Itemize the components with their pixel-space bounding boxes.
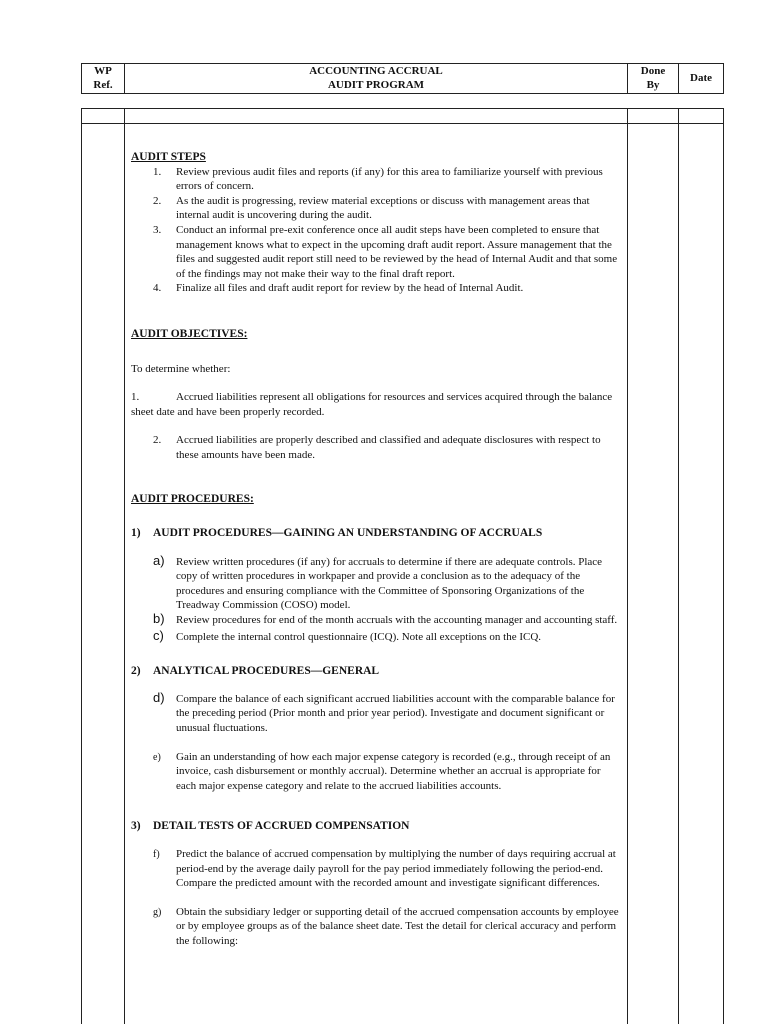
wp-ref-header: WP Ref. [93,65,113,91]
list-item: 4. Finalize all files and draft audit report for review by the head of Internal Audit. [153,282,524,295]
audit-steps-title: AUDIT STEPS [131,151,206,163]
list-item: b) Review procedures for end of the month accruals with the accounting manager and accounting staff. [153,611,618,627]
objectives-intro: To determine whether: [131,362,231,375]
objective-1: 1. Accrued liabilities represent all obligations for resources and services acquired through the balance sheet date and have been properly recorded. [131,391,613,418]
body-col-wp [124,108,125,1024]
list-item: 3. Conduct an informal pre-exit conference once all audit steps have been completed to ensure that management knows what to expect in the upcoming draft audit report. Assure management that the files and suggested audit report still need to be reviewed by the head of Internal Audit and that some of the findings may not make their way to the final draft report. [153,223,618,280]
audit-objectives-title: AUDIT OBJECTIVES: [131,327,248,340]
procedure-list-2 [131,689,621,794]
list-item: g) Obtain the subsidiary ledger or supporting detail of the accrued compensation accounts by employee or by employee groups as of the balance sheet date. Test the detail for clerical accuracy and perform the following: [153,905,619,947]
list-item: f) Predict the balance of accrued compensation by multiplying the number of days requiring accrual at period-end by the average daily payroll for the pay period immediately following the period-end. Compare the predicted amount with the recorded amount and investigate significant differences. [153,848,616,890]
procedure-heading-3: 3) DETAIL TESTS OF ACCRUED COMPENSATION [131,820,410,833]
date-header: Date [690,72,712,84]
list-item: 2. As the audit is progressing, review material exceptions or discuss with management areas that internal audit is uncovering during the audit. [153,194,590,222]
body-col-title [627,108,628,1024]
list-item: d) Compare the balance of each significant accrued liabilities account with the comparable balance for the preceding period (Prior month and prior year period). Investigate and document significant or unusual fluctuations. [153,689,615,735]
body-col-left [81,108,82,1024]
audit-procedures-title: AUDIT PROCEDURES: [131,492,254,505]
done-by-header: Done By [640,65,666,91]
list-item: e) Gain an understanding of how each major expense category is recorded (e.g., through receipt of an invoice, cash disbursement or monthly accrual). Determine whether an accrual is appropriate for each major expense category and relate to the accrued liabilities accounts. [153,750,611,792]
body-col-done [678,108,679,1024]
list-item: c) Complete the internal control questionnaire (ICQ). Note all exceptions on the ICQ. [153,627,542,643]
procedure-heading-2: 2) ANALYTICAL PROCEDURES—GENERAL [131,665,380,678]
procedure-list-3 [131,847,621,949]
audit-steps-list [131,165,621,296]
objective-2: 2. Accrued liabilities are properly described and classified and adequate disclosures with respect to these amounts have been made. [153,434,601,461]
document-title: ACCOUNTING ACCRUAL AUDIT PROGRAM [309,65,443,91]
body-col-right [723,108,724,1024]
list-item: a) Review written procedures (if any) for accruals to determine if there are adequate controls. Place copy of written procedures in workpaper and provide a conclusion as to the adequacy of the procedures and ensuring compliance with the Committee of Sponsoring Organizations of the Treadway Commission (COSO) model. [153,552,603,612]
col-border-right [723,63,724,94]
list-item: 1. Review previous audit files and reports (if any) for this area to familiarize yourself with previous errors of concern. [153,165,603,193]
audit-program-body [131,150,621,949]
procedure-list-1 [131,552,621,645]
procedure-heading-1: 1) AUDIT PROCEDURES—GAINING AN UNDERSTANDING OF ACCRUALS [131,527,543,540]
